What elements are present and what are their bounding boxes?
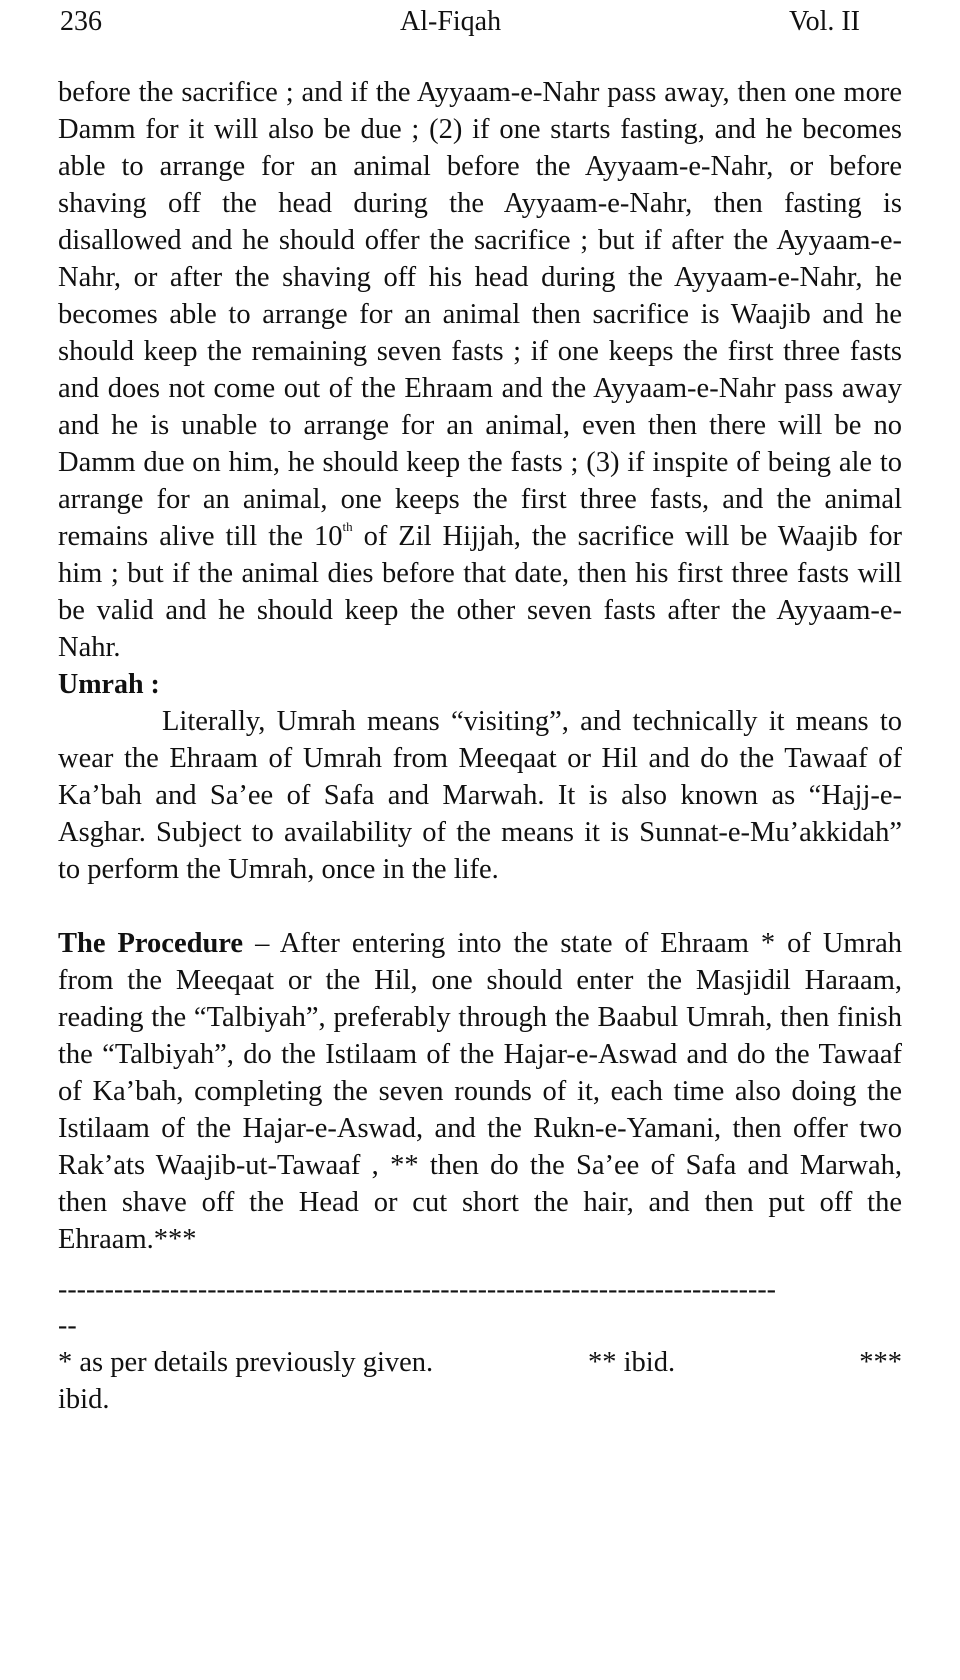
- paragraph-text: before the sacrifice ; and if the Ayyaam-e-Nahr pass away, then one more Damm for it will also be due ; (2) if one starts fasting, and he becomes able to arrange for an animal before the Ayyaam-e-Nahr, or before shaving off the head during the Ayyaam-e-Nahr, then fasting is disallowed and he should offer the sacrifice ; but if after the Ayyaam-e-Nahr, or after the shaving off his head during the Ayyaam-e-Nahr, he becomes able to arrange for an animal then sacrifice is Waajib and he should keep the remaining seven fasts ; if one keeps the first three fasts and does not come out of the Ehraam and the Ayyaam-e-Nahr pass away and he is unable to arrange for an animal, even then there will be no Damm due on him, he should keep the fasts ; (3) if inspite of being ale to arrange for an animal, one keeps the first three fasts, and the animal remains alive till the 10: [58, 77, 902, 552]
- ordinal-superscript: th: [342, 519, 353, 534]
- footnote-3-text: ibid.: [58, 1384, 110, 1415]
- paragraph-sacrifice-rules: [58, 74, 902, 666]
- footnote-separator: ----------------------------------------------------------------------------- --: [58, 1274, 776, 1341]
- page-body: [58, 74, 902, 1418]
- paragraph-procedure: [58, 925, 902, 1258]
- footnote-1: * as per details previously given.: [58, 1347, 434, 1378]
- procedure-text: – After entering into the state of Ehraam * of Umrah from the Meeqaat or the Hil, one should enter the Masjidil Haraam, reading the “Talbiyah”, preferably through the Baabul Umrah, then finish the “Talbiyah”, do the Istilaam of the Hajar-e-Aswad and do the Tawaaf of Ka’bah, completing the seven rounds of it, each time also doing the Istilaam of the Hajar-e-Aswad, and the Rukn-e-Yamani, then offer two Rak’ats Waajib-ut-Tawaaf , ** then do the Sa’ee of Safa and Marwah, then shave off the Head or cut short the hair, and then put off the Ehraam.: [58, 928, 902, 1255]
- book-title: Al-Fiqah: [400, 6, 502, 37]
- umrah-heading: Umrah :: [58, 669, 160, 700]
- procedure-lead-heading: The Procedure: [58, 928, 244, 959]
- footnote-mark: ***: [153, 1224, 197, 1255]
- paragraph-text-continued: of Zil Hijjah, the sacrifice will be Waajib for him ; but if the animal dies before that date, then his first three fasts will be valid and he should keep the other seven fasts after the Ayyaam-e-Nahr.: [58, 521, 902, 663]
- footnote-2: ** ibid.: [588, 1347, 676, 1378]
- document-page: [58, 0, 902, 1680]
- running-header: [60, 2, 860, 42]
- page-number: 236: [60, 6, 102, 37]
- paragraph-spacer: [58, 888, 902, 925]
- paragraph-umrah-definition: Literally, Umrah means “visiting”, and technically it means to wear the Ehraam of Umrah from Meeqaat or Hil and do the Tawaaf of Ka’bah and Sa’ee of Safa and Marwah. It is also known as “Hajj-e-Asghar. Subject to availability of the means it is Sunnat-e-Mu’akkidah” to perform the Umrah, once in the life.: [58, 706, 902, 885]
- footnotes: [58, 1344, 902, 1418]
- volume-label: Vol. II: [788, 6, 860, 37]
- footnote-3-mark: ***: [859, 1347, 902, 1378]
